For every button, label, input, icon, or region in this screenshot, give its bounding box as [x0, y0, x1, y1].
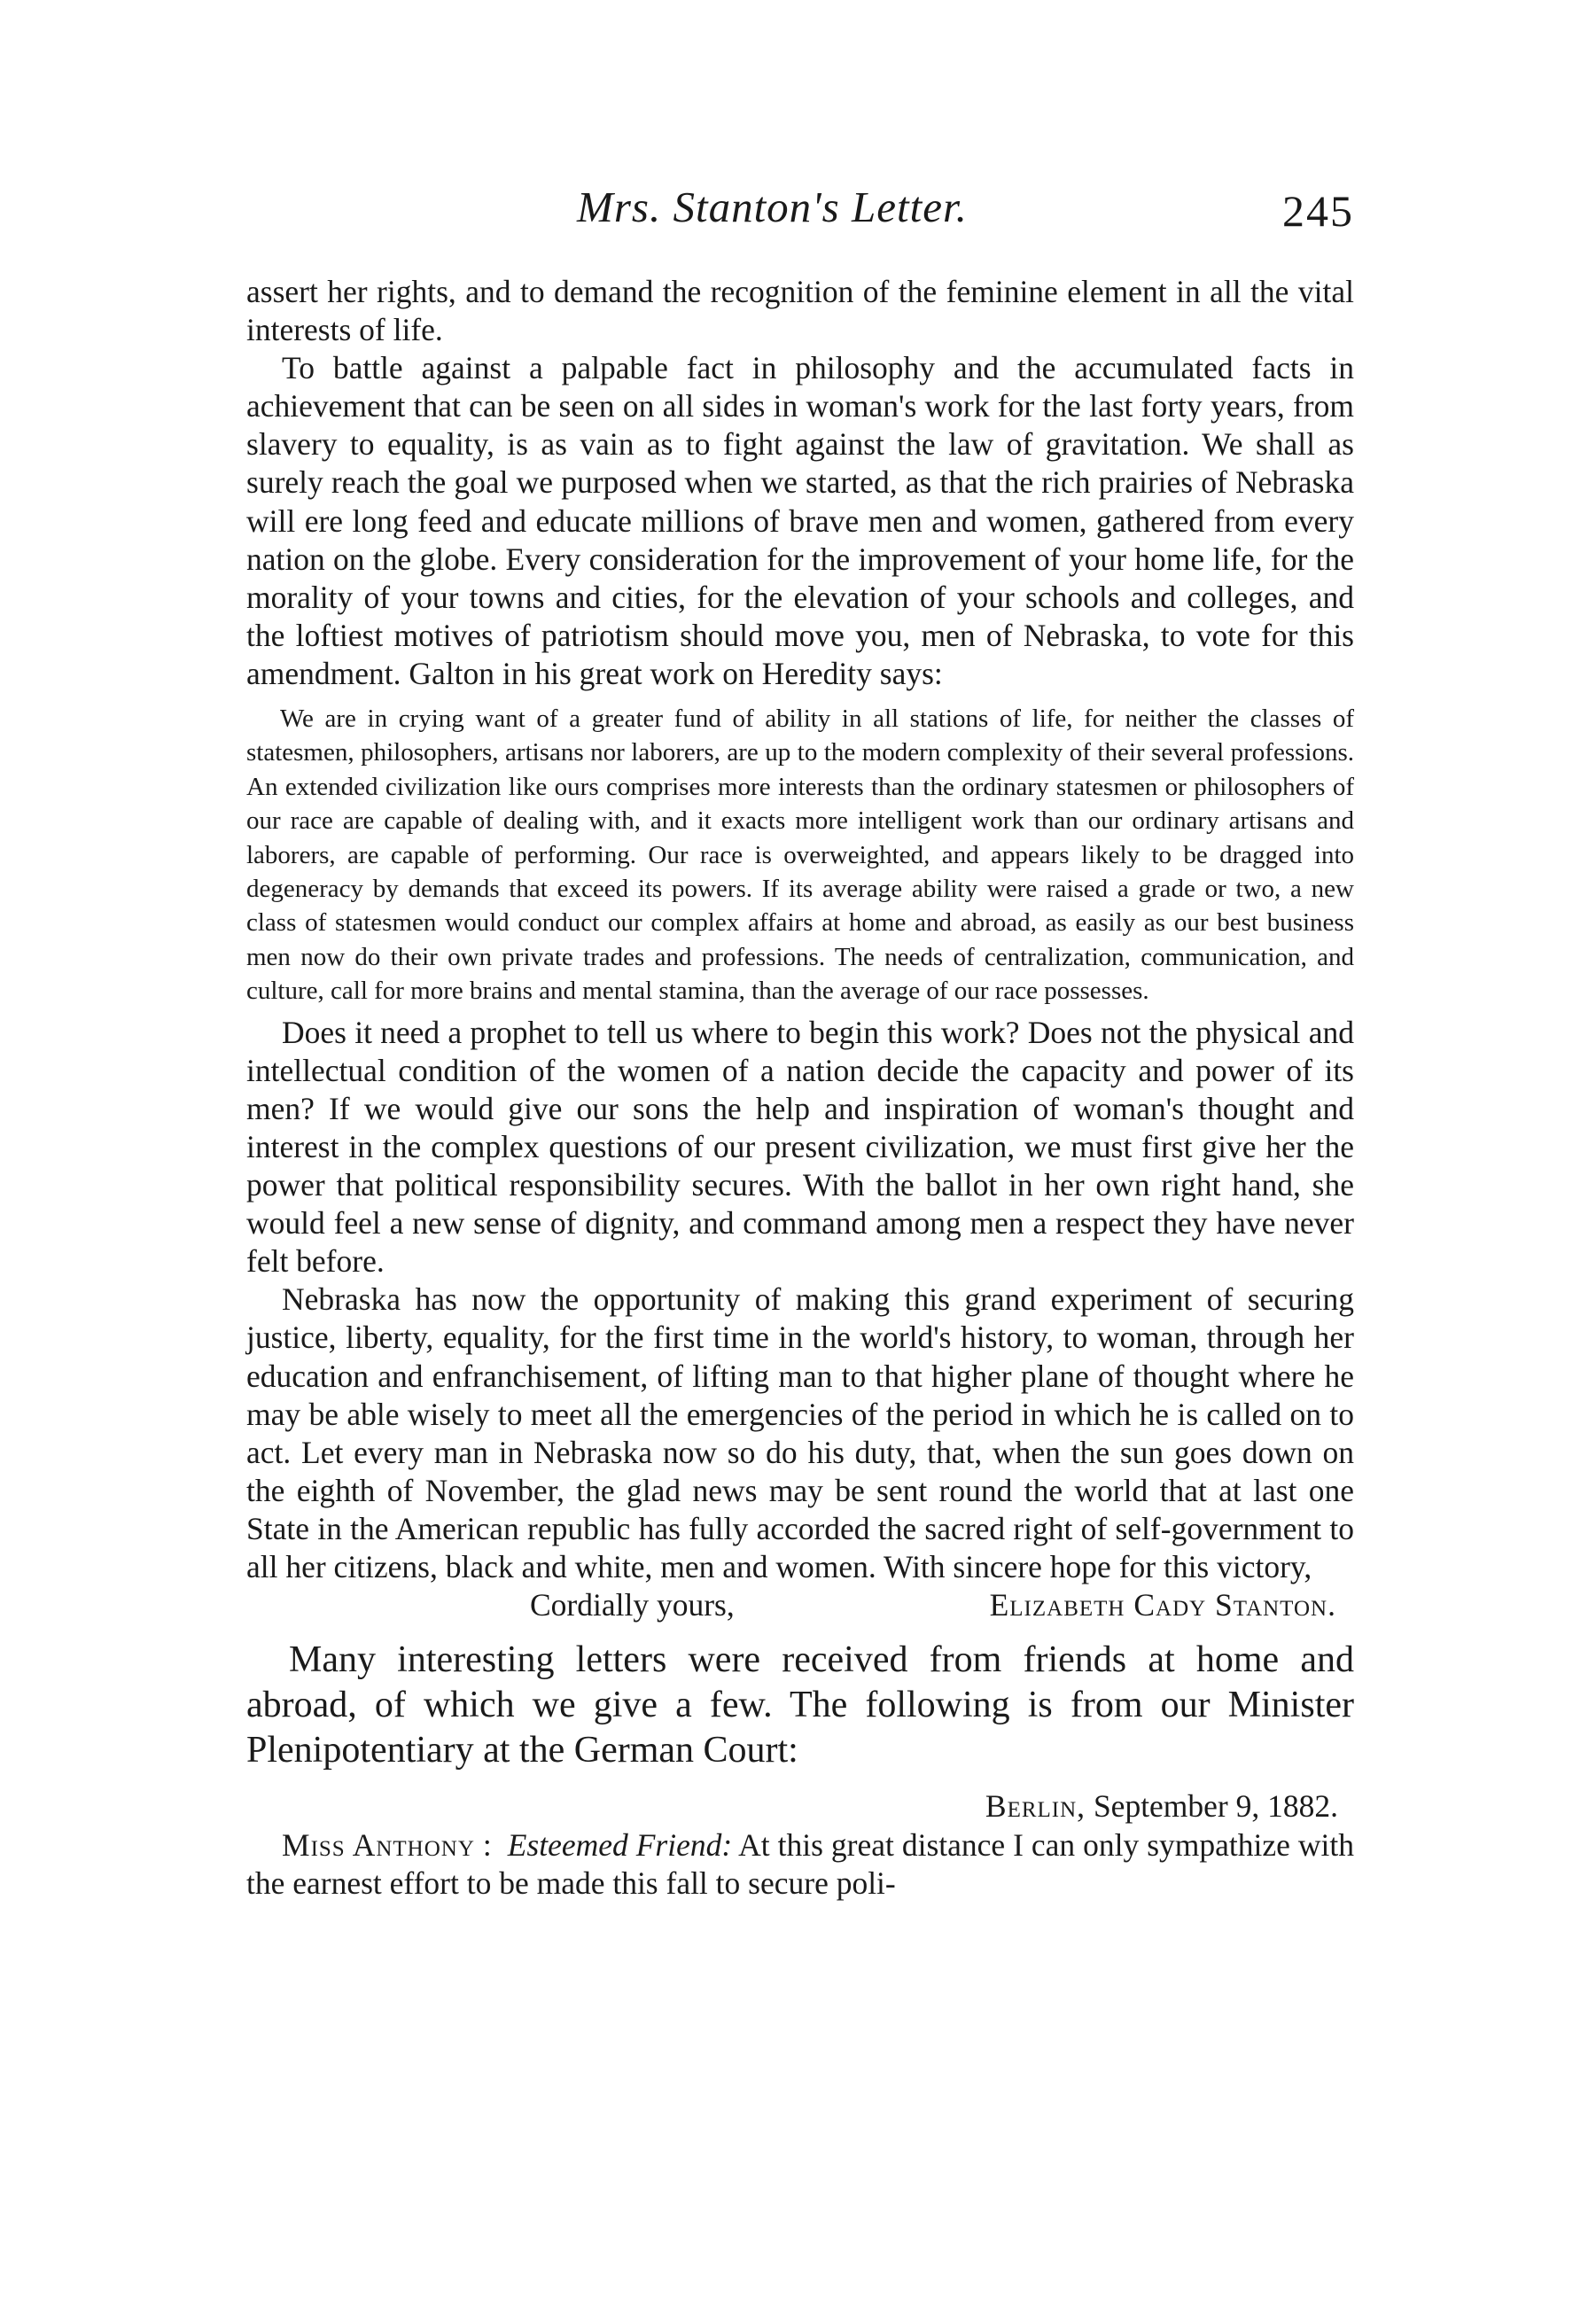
- dateline-date: September 9, 1882.: [1093, 1788, 1338, 1825]
- page-number: 245: [1282, 186, 1354, 236]
- salutation-separator: :: [482, 1827, 492, 1864]
- letter-opening-text: At this great distance I can only sympathize with the earnest effort to be made this fall to secure poli-: [246, 1827, 1355, 1902]
- paragraph-nebraska: Nebraska has now the opportunity of making this grand experiment of securing justice, liberty, equality, for the first time in the world's history, to woman, through her education and enfranchisement, of lifting man to that higher plane of thought where he may be able wisely to meet all the emergencies of the period in which he is called on to act. Let every man in Nebraska now so do his duty, that, when the sun goes down on the eighth of November, the glad news may be sent round the world that at last one State in the American republic has fully accorded the sacred right of self-government to all her citizens, black and white, men and women. With sincere hope for this victory,: [246, 1281, 1354, 1584]
- letter-opening: [246, 1826, 1354, 1903]
- closing-phrase: Cordially yours,: [530, 1587, 735, 1623]
- paragraph-continuation: assert her rights, and to demand the recognition of the feminine element in all the vital interests of life.: [246, 274, 1354, 348]
- signature: Elizabeth Cady Stanton.: [989, 1587, 1336, 1623]
- editorial-note: Many interesting letters were received from friends at home and abroad, of which we give a few. The following is from our Minister Plenipotentiary at the German Court:: [246, 1639, 1354, 1771]
- salutation-greeting: Esteemed Friend:: [507, 1827, 733, 1864]
- letter-dateline: [246, 1786, 1354, 1826]
- letter-signoff: [246, 1586, 1354, 1625]
- paragraph-prophet: Does it need a prophet to tell us where to begin this work? Does not the physical and intellectual condition of the women of a nation decide the capacity and power of its men? If we would give our sons the help and inspiration of woman's thought and interest in the complex questions of our present civilization, we must first give her the power that political responsibility secures. With the ballot in her own right hand, she would feel a new sense of dignity, and command among men a respect they have never felt before.: [246, 1014, 1354, 1280]
- page-body: [246, 273, 1354, 1903]
- paragraph-gravitation: To battle against a palpable fact in philosophy and the accumulated facts in achievement that can be seen on all sides in woman's work for the last forty years, from slavery to equality, is as vain as to fight against the law of gravitation. We shall as surely reach the goal we purposed when we started, as that the rich prairies of Nebraska will ere long feed and educate millions of brave men and women, gathered from every nation on the globe. Every consideration for the improvement of your home life, for the morality of your towns and cities, for the elevation of your schools and colleges, and the loftiest motives of patriotism should move you, men of Nebraska, to vote for this amendment. Galton in his great work on Heredity says:: [246, 350, 1354, 691]
- salutation-name: Miss Anthony: [282, 1827, 475, 1864]
- running-title: Mrs. Stanton's Letter.: [577, 183, 968, 231]
- dateline-place: Berlin,: [985, 1788, 1086, 1825]
- block-quote-galton: We are in crying want of a greater fund of ability in all stations of life, for neither the classes of statesmen, philosophers, artisans nor laborers, are up to the modern complexity of their several professions. An extended civilization like ours comprises more interests than the ordinary statesmen or philosophers of our race are capable of dealing with, and it exacts more intelligent work than our ordinary artisans and laborers, are capable of performing. Our race is overweighted, and appears likely to be dragged into degeneracy by demands that exceed its powers. If its average ability were raised a grade or two, a new class of statesmen would conduct our complex affairs at home and abroad, as easily as our best business men now do their own private trades and professions. The needs of centralization, communication, and culture, call for more brains and mental stamina, than the average of our race possesses.: [246, 704, 1354, 1006]
- running-head: [246, 182, 1354, 253]
